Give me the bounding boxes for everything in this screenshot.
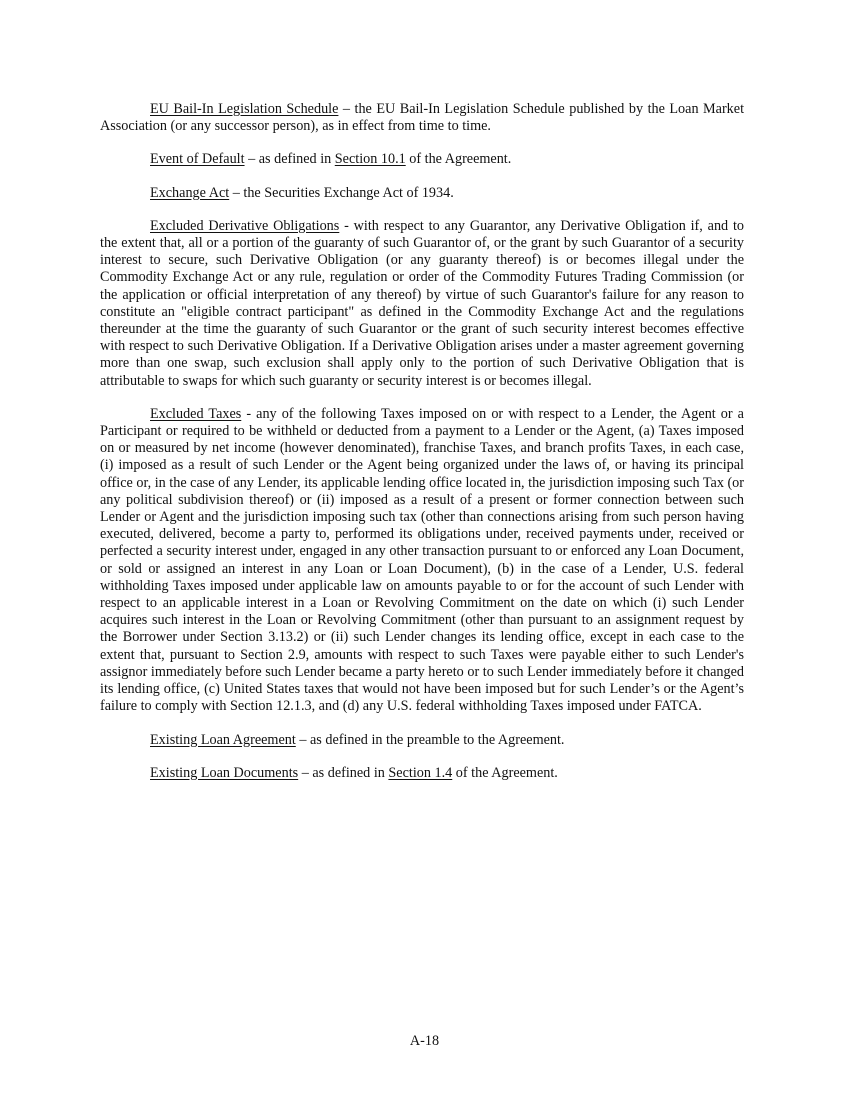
definition-event-of-default: [100, 151, 744, 168]
defined-term: Existing Loan Documents: [150, 764, 299, 781]
definition-excluded-taxes: [100, 406, 744, 716]
section-reference: Section 10.1: [334, 151, 406, 168]
page-number: A-18: [409, 1033, 440, 1049]
defined-term: Excluded Derivative Obligations: [150, 217, 340, 234]
defined-term: Event of Default: [150, 151, 245, 168]
definition-text: - any of the following Taxes imposed on or with respect to a Lender, the Agent or a Participant or required to be withheld or deducted from a payment to a Lender or the Agent, (a) Taxes imposed on or measured by net income (however denominated), franchise Taxes, and branch profits Taxes, in each case, (i) imposed as a result of such Lender or the Agent being organized under the laws of, or having its principal office or, in the case of any Lender, its applicable lending office located in, the jurisdiction imposing such Tax (or any political subdivision thereof) or (ii) imposed as a result of a present or former connection between such Lender or Agent and the jurisdiction imposing such tax (other than connections arising from such person having executed, delivered, become a party to, performed its obligations under, received payments under, received or perfected a security interest under, engaged in any other transaction pursuant to or enforced any Loan Document, or sold or assigned an interest in any Loan or Loan Document), (b) in the case of a Lender, U.S. federal withholding Taxes imposed under applicable law on amounts payable to or for the account of such Lender with respect to an applicable interest in a Loan or Revolving Commitment on the date on which (i) such Lender acquires such interest in the Loan or Revolving Commitment (other than pursuant to an assignment request by the Borrower under Section 3.13.2) or (ii) such Lender changes its lending office, except in each case to the extent that, pursuant to Section 2.9, amounts with respect to such Taxes were payable either to such Lender's assignor immediately before such Lender became a party hereto or to such Lender immediately before it changed its lending office, (c) United States taxes that would not have been imposed but for such Lender’s or the Agent’s failure to comply with Section 12.1.3, and (d) any U.S. federal withholding Taxes imposed under FATCA.: [100, 405, 744, 715]
definition-text: – the Securities Exchange Act of 1934.: [229, 184, 454, 201]
definition-existing-loan-documents: [100, 765, 744, 782]
section-reference: Section 1.4: [388, 764, 453, 781]
definition-text: – the EU Bail-In Legislation Schedule published by the Loan Market Association (or any successor person), as in effect from time to time.: [100, 101, 745, 135]
definition-text: of the Agreement.: [452, 764, 558, 781]
definition-text: – as defined in: [244, 151, 335, 168]
document-page: [100, 101, 744, 798]
defined-term: Excluded Taxes: [150, 405, 242, 422]
definition-existing-loan-agreement: [100, 732, 744, 749]
definition-text: – as defined in: [298, 764, 389, 781]
defined-term: Existing Loan Agreement: [150, 731, 296, 748]
definition-eu-bail-in-legislation-schedule: [100, 101, 744, 135]
defined-term: EU Bail-In Legislation Schedule: [150, 101, 339, 117]
definition-excluded-derivative-obligations: [100, 218, 744, 390]
definition-exchange-act: [100, 185, 744, 202]
definition-text: - with respect to any Guarantor, any Derivative Obligation if, and to the extent that, all or a portion of the guaranty of such Guarantor of, or the grant by such Guarantor of a security interest to secure, such Derivative Obligation (or any guaranty thereof) is or becomes illegal under the Commodity Exchange Act or any rule, regulation or order of the Commodity Futures Trading Commission (or the application or official interpretation of any thereof) by virtue of such Guarantor's failure for any reason to constitute an "eligible contract participant" as defined in the Commodity Exchange Act and the regulations thereunder at the time the guaranty of such Guarantor or the grant of such security interest becomes effective with respect to such Derivative Obligation. If a Derivative Obligation arises under a master agreement governing more than one swap, such exclusion shall apply only to the portion of such Derivative Obligation that is attributable to swaps for which such guaranty or security interest is or becomes illegal.: [100, 217, 744, 389]
defined-term: Exchange Act: [150, 184, 230, 201]
definition-text: – as defined in the preamble to the Agreement.: [295, 731, 565, 748]
definition-text: of the Agreement.: [405, 151, 512, 168]
